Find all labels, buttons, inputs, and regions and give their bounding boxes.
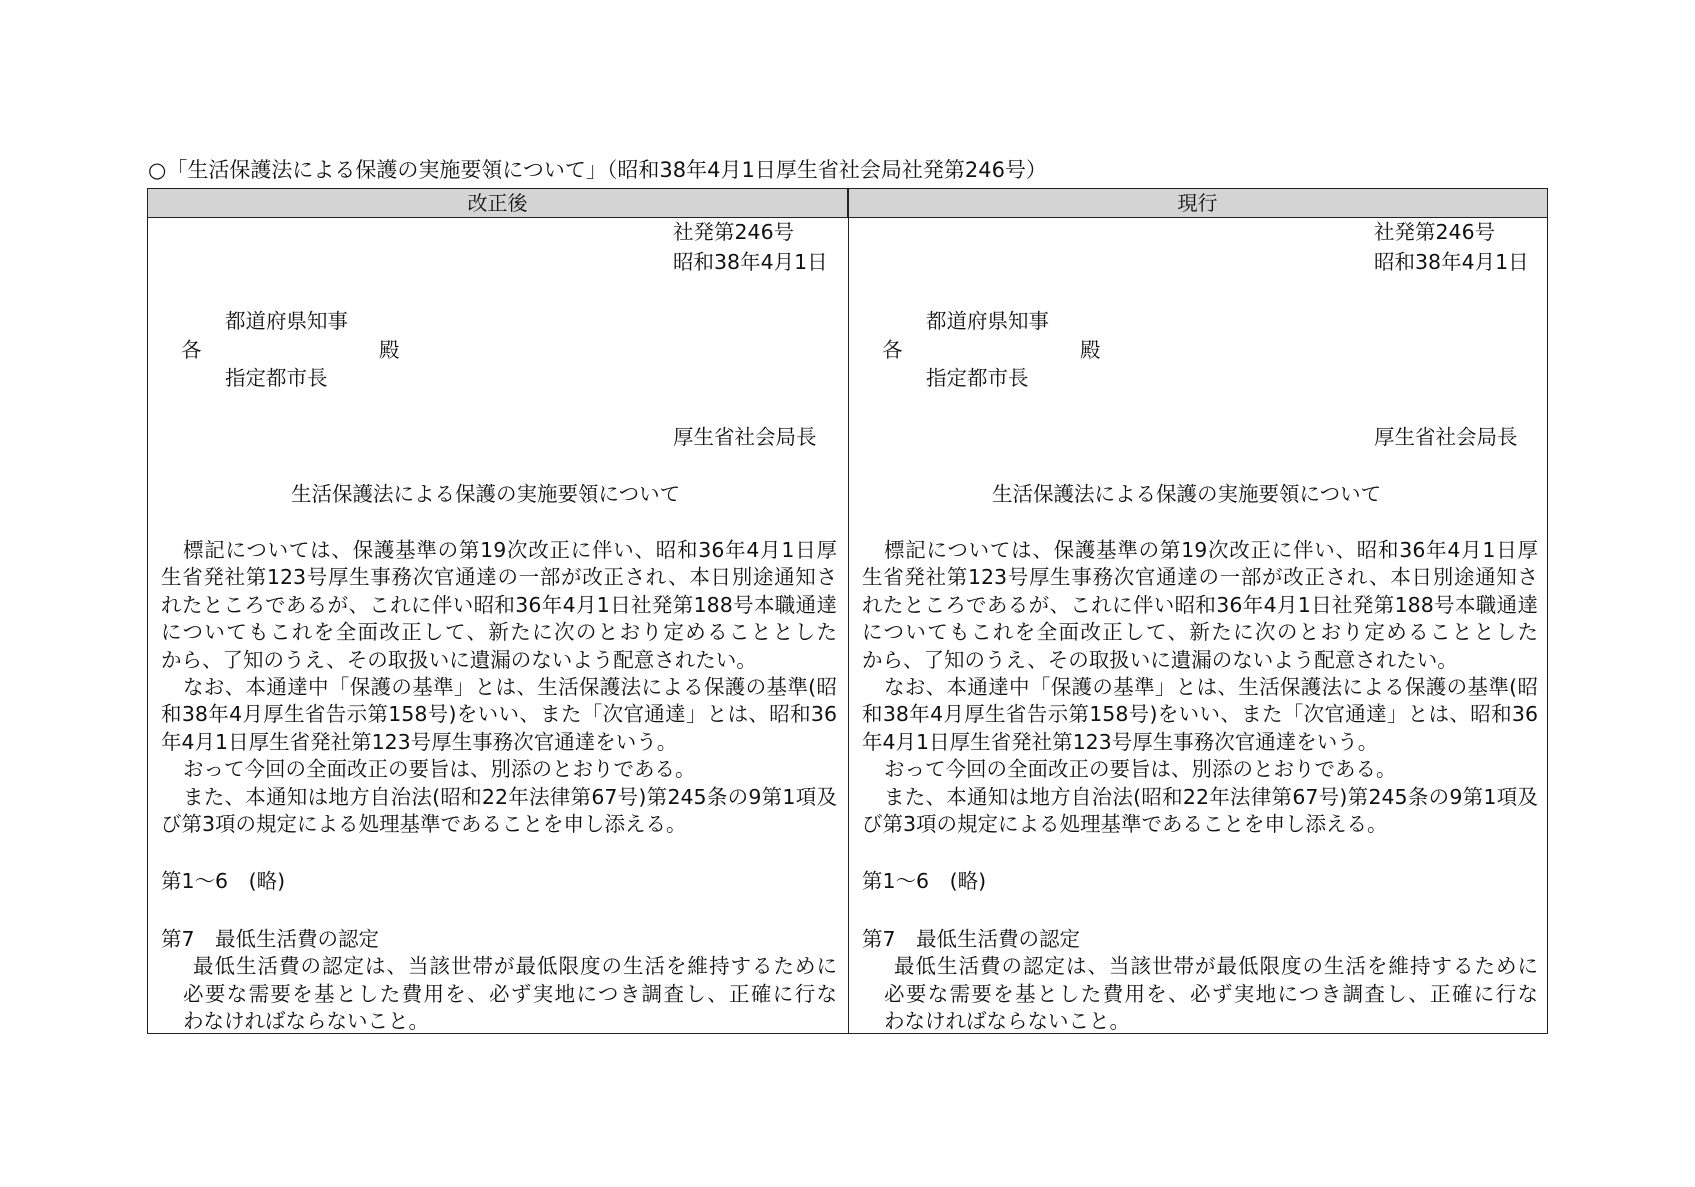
addressee-city-mayor: 指定都市長 [926,366,1029,390]
section-7-line: わなければならないこと。 [884,1009,1130,1033]
addressee-honorific: 殿 [1080,338,1101,362]
body-line: についてもこれを全面改正して、新たに次のとおり定めることとした [161,620,837,645]
body-line: についてもこれを全面改正して、新たに次のとおり定めることとした [862,620,1538,645]
section-7-title: 第7 最低生活費の認定 [862,927,1081,951]
notice-number: 社発第246号 [673,220,795,244]
header-current: 現行 [848,189,1547,218]
addressee-prefectural-governor: 都道府県知事 [926,309,1049,333]
comparison-table [147,188,1548,1034]
body-line: 生省発社第123号厚生事務次官通達の一部が改正され、本日別途通知さ [161,565,837,590]
notice-number: 社発第246号 [1374,220,1496,244]
body-line: 標記については、保護基準の第19次改正に伴い、昭和36年4月1日厚 [884,538,1538,562]
body-line: また、本通知は地方自治法(昭和22年法律第67号)第245条の9第1項及 [884,784,1538,809]
section-7-line: 最低生活費の認定は、当該世帯が最低限度の生活を維持するために [894,954,1538,978]
sender: 厚生省社会局長 [673,425,817,449]
section-1-6: 第1～6 (略) [161,869,286,893]
addressee-honorific: 殿 [379,338,400,362]
subject-title: 生活保護法による保護の実施要領について [291,482,681,506]
notice-date: 昭和38年4月1日 [673,250,828,274]
sender: 厚生省社会局長 [1374,425,1518,449]
section-1-6: 第1～6 (略) [862,869,987,893]
body-line: び第3項の規定による処理基準であることを申し添える。 [862,812,1388,836]
section-7-line: 必要な需要を基とした費用を、必ず実地につき調査し、正確に行な [183,981,837,1006]
header-revised: 改正後 [148,189,848,218]
section-7-line: 必要な需要を基とした費用を、必ず実地につき調査し、正確に行な [884,981,1538,1006]
body-line: おって今回の全面改正の要旨は、別添のとおりである。 [183,757,696,782]
body-line: なお、本通達中「保護の基準」とは、生活保護法による保護の基準(昭 [884,675,1538,699]
section-7-line: わなければならないこと。 [183,1009,429,1033]
notice-date: 昭和38年4月1日 [1374,250,1529,274]
body-line: おって今回の全面改正の要旨は、別添のとおりである。 [884,757,1397,782]
body-line: から、了知のうえ、その取扱いに遺漏のないよう配意されたい。 [161,647,757,672]
body-line: 生省発社第123号厚生事務次官通達の一部が改正され、本日別途通知さ [862,565,1538,590]
column-current [849,219,1549,1034]
body-line: なお、本通達中「保護の基準」とは、生活保護法による保護の基準(昭 [183,675,837,699]
addressee-each: 各 [882,338,903,362]
body-line: から、了知のうえ、その取扱いに遺漏のないよう配意されたい。 [862,647,1458,672]
body-line: び第3項の規定による処理基準であることを申し添える。 [161,812,687,836]
body-line: また、本通知は地方自治法(昭和22年法律第67号)第245条の9第1項及 [183,784,837,809]
subject-title: 生活保護法による保護の実施要領について [992,482,1382,506]
addressee-city-mayor: 指定都市長 [225,366,328,390]
body-line: 年4月1日厚生省発社第123号厚生事務次官通達をいう。 [862,729,1379,754]
body-line: れたところであるが、これに伴い昭和36年4月1日社発第188号本職通達 [862,592,1538,617]
section-7-line: 最低生活費の認定は、当該世帯が最低限度の生活を維持するために [193,954,837,978]
body-line: 年4月1日厚生省発社第123号厚生事務次官通達をいう。 [161,729,678,754]
section-7-title: 第7 最低生活費の認定 [161,927,380,951]
body-line: 標記については、保護基準の第19次改正に伴い、昭和36年4月1日厚 [183,538,837,562]
addressee-each: 各 [181,338,202,362]
addressee-prefectural-governor: 都道府県知事 [225,309,348,333]
body-line: 和38年4月厚生省告示第158号)をいい、また「次官通達」とは、昭和36 [161,702,837,727]
body-line: れたところであるが、これに伴い昭和36年4月1日社発第188号本職通達 [161,592,837,617]
column-revised [148,219,848,1034]
document-title: ○「生活保護法による保護の実施要領について」（昭和38年4月1日厚生省社会局社発第246号） [148,158,1047,182]
body-line: 和38年4月厚生省告示第158号)をいい、また「次官通達」とは、昭和36 [862,702,1538,727]
